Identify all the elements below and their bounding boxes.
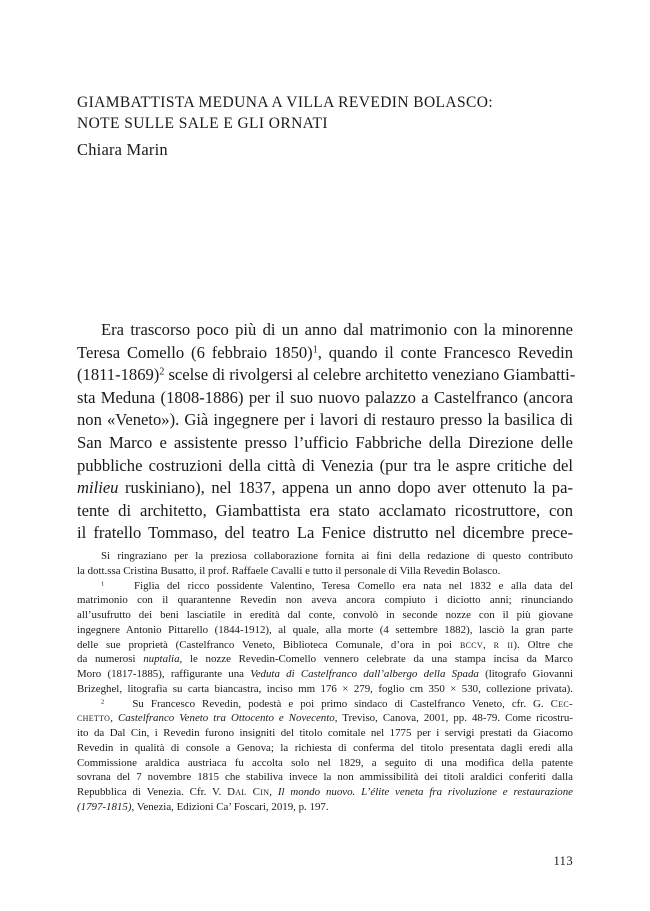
acknowledgement-line: la dott.ssa Cristina Busatto, il prof. Raffaele Cavalli e tutto il personale di Villa Revedin Bolasco.	[77, 564, 501, 577]
body-line: pubbliche costruzioni della città di Venezia (pur tra le aspre critiche del	[77, 455, 573, 475]
footnote-ref-2[interactable]: 2	[159, 366, 165, 378]
body-line: Teresa Comello (6 febbraio 1850)$^1$, quando il conte Francesco Revedin	[77, 342, 573, 362]
footnotes	[77, 549, 573, 815]
footnote-ref-1[interactable]: 1	[312, 344, 318, 356]
footnote-2-line: sovrana del 7 novembre 1815 che stabiliva invece la non ammissibilità dei titoli araldici conferiti dalla	[77, 771, 573, 784]
article-title-line-1: GIAMBATTISTA MEDUNA A VILLA REVEDIN BOLASCO:	[77, 94, 494, 111]
footnote-1-line: delle sue proprietà (Castelfranco Veneto, Biblioteca Comunale, d’ora in poi bccv, r ii). Oltre che	[77, 638, 573, 651]
footnote-2-line: (1797-1815), Venezia, Edizioni Ca’ Foscari, 2019, p. 197.	[77, 800, 329, 813]
body-line: non «Veneto»). Già ingegnere per i lavori di restauro presso la basilica di	[77, 410, 573, 430]
acknowledgement-line: Si ringraziano per la preziosa collaborazione fornita ai fini della redazione di questo contributo	[101, 550, 573, 562]
article-title	[77, 92, 577, 134]
footnote-1-line: all’usufrutto dei beni lasciatile in eredità dal conte, convolò in seconde nozze con il più giovane	[77, 609, 573, 621]
footnote-2-line: Revedin in qualità di console a Genova; la richiesta di conferma del titolo presentata dagli eredi alla	[77, 741, 573, 754]
footnote-2-line: chetto, Castelfranco Veneto tra Ottocento e Novecento, Treviso, Canova, 2001, pp. 48-79. Come ricostru-	[77, 712, 574, 725]
body-line: sta Meduna (1808-1886) per il suo nuovo palazzo a Castelfranco (ancora	[77, 387, 573, 407]
page-number: 113	[553, 854, 573, 868]
footnote-2-number: 2	[101, 697, 105, 705]
body-line: (1811-1869)$^2$ scelse di rivolgersi al celebre architetto veneziano Giambatti-	[77, 365, 576, 385]
body-line: milieu ruskiniano), nel 1837, appena un anno dopo aver ottenuto la pa-	[77, 478, 573, 498]
footnote-1-line: Brizeghel, litografia su carta biancastra, inciso mm 176 × 279, foglio cm 350 × 530, collezione privata).	[77, 682, 573, 695]
footnote-1-line: da numerosi nuptalia, le nozze Revedin-Comello vennero celebrate da una stampa incisa da Marco	[77, 653, 573, 666]
footnote-2-line: Commissione araldica austriaca fu accolta solo nel 1829, a seguito di una modifica della patente	[77, 756, 573, 769]
footnote-2-line: Repubblica di Venezia. Cfr. V. Dal Cin, Il mondo nuovo. L’élite veneta fra rivoluzione e restaurazione	[77, 786, 574, 798]
article-title-line-2: NOTE SULLE SALE E GLI ORNATI	[77, 115, 328, 132]
footnote-1-number: 1	[101, 579, 105, 587]
footnote-1-line: Moro (1817-1885), raffigurante una Veduta di Castelfranco dall’albergo della Spada (litografo Giovanni	[77, 668, 573, 680]
body-text	[77, 319, 576, 545]
body-line: il fratello Tommaso, del teatro La Fenice distrutto nel dicembre prece-	[77, 523, 573, 543]
footnote-2-line: $^2$ Su Francesco Revedin, podestà e poi primo sindaco di Castelfranco Veneto, cfr. G. Cec-	[101, 697, 573, 710]
article-author: Chiara Marin	[77, 140, 168, 159]
body-line: tente di architetto, Giambattista era stato acclamato ricostruttore, con	[77, 500, 573, 520]
footnote-1-line: ingegnere Antonio Pittarello (1844-1912), al quale, alla morte (4 settembre 1882), lasciò la gran parte	[77, 623, 573, 636]
footnote-1-line: matrimonio con il quarantenne Revedin non aveva ancora compiuto i diciotto anni; rinunciando	[77, 594, 573, 607]
footnote-1-line: $^1$ Figlia del ricco possidente Valentino, Teresa Comello era nata nel 1832 e alla data del	[101, 579, 573, 592]
body-line: Era trascorso poco più di un anno dal matrimonio con la minorenne	[101, 320, 573, 339]
body-line: San Marco e assistente presso l’ufficio Fabbriche della Direzione delle	[77, 432, 573, 452]
footnote-2-line: ito da Dal Cin, i Revedin furono insigniti del titolo comitale nel 1775 per i servigi prestati da Giacomo	[77, 727, 573, 739]
